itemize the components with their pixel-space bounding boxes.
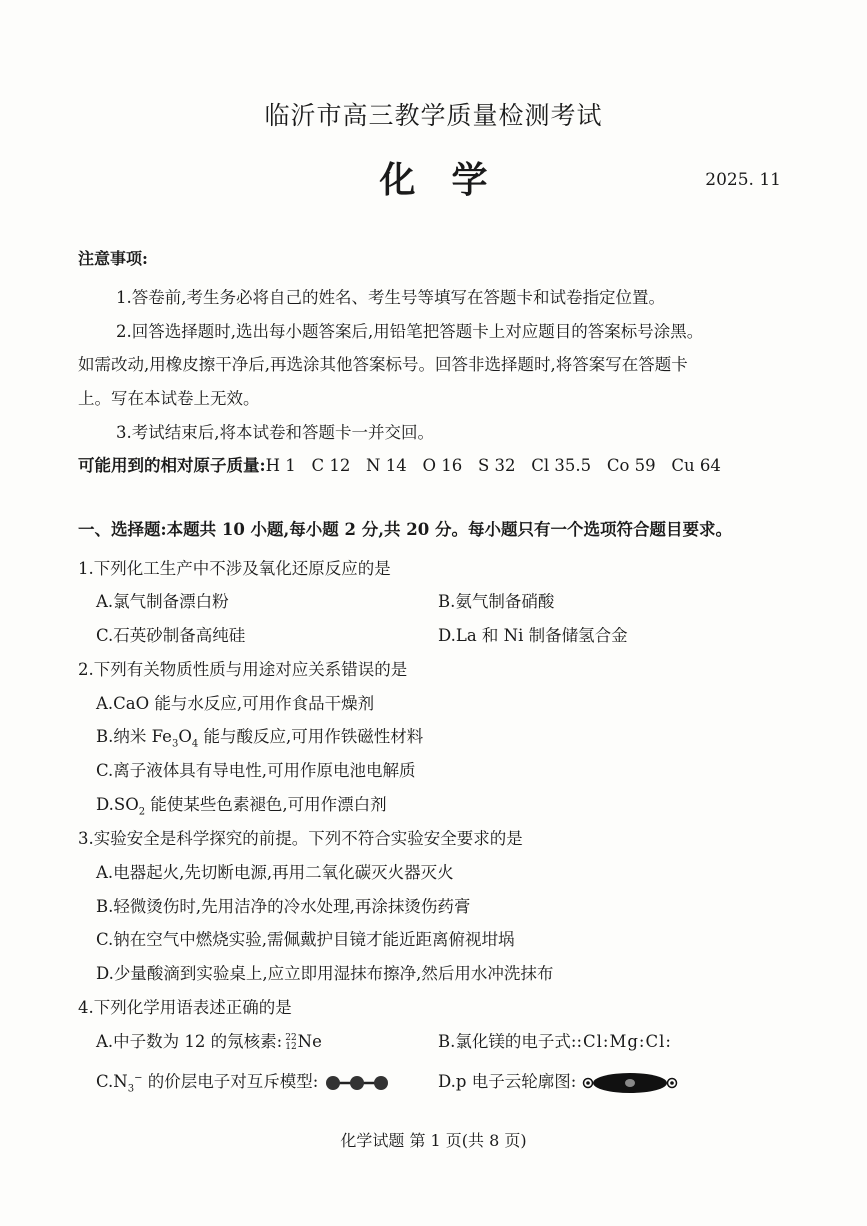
- section-heading: 一、选择题:本题共 10 小题,每小题 2 分,共 20 分。每小题只有一个选项符合题目要求。: [78, 520, 732, 539]
- notes-item-2-line-3: 上。写在本试卷上无效。: [78, 389, 260, 408]
- atomic-mass-line: [78, 452, 721, 476]
- subject-title: 化学: [379, 159, 524, 201]
- question-2-option-b: B.纳米 $Fe_3O_4$ 能与酸反应,可用作铁磁性材料: [96, 727, 424, 750]
- question-3-option-b: B.轻微烫伤时,先用洁净的冷水处理,再涂抹烫伤药膏: [96, 897, 471, 916]
- question-3-option-d: D.少量酸滴到实验桌上,应立即用湿抹布擦净,然后用水冲洗抹布: [96, 964, 554, 983]
- question-4-option-a: A.中子数为 12 的氖核素: 22 12Ne: [96, 1032, 322, 1052]
- notes-item-2-line-1: 2.回答选择题时,选出每小题答案后,用铅笔把答题卡上对应题目的答案标号涂黑。: [116, 322, 704, 341]
- notes-item-3: 3.考试结束后,将本试卷和答题卡一并交回。: [116, 423, 434, 442]
- exam-date: 2025. 11: [705, 170, 781, 190]
- question-3-option-a: A.电器起火,先切断电源,再用二氧化碳灭火器灭火: [96, 863, 454, 882]
- question-2-option-d: $D.SO_2$ 能使某些色素褪色,可用作漂白剂: [96, 795, 387, 818]
- question-4-option-d: D.p 电子云轮廓图:: [438, 1068, 678, 1094]
- question-1-option-c: C.石英砂制备高纯硅: [96, 626, 246, 645]
- notes-heading: 注意事项:: [78, 249, 148, 268]
- question-4-stem: 4.下列化学用语表述正确的是: [78, 998, 292, 1017]
- question-1-option-d: D.La 和 Ni 制备储氢合金: [438, 626, 628, 645]
- isotope-notation: 22 12: [285, 1032, 297, 1052]
- exam-title: 临沂市高三教学质量检测考试: [264, 101, 603, 130]
- question-4-option-c: $C.N_3^-$ 的价层电子对互斥模型:: [96, 1068, 390, 1094]
- vsepr-model-diagram: [324, 1074, 390, 1092]
- page-footer: 化学试题 第 1 页(共 8 页): [340, 1131, 527, 1150]
- question-2-stem: 2.下列有关物质性质与用途对应关系错误的是: [78, 660, 408, 679]
- atomic-mass-label: 可能用到的相对原子质量:: [78, 456, 266, 475]
- question-1-option-a: A.氯气制备漂白粉: [96, 592, 229, 611]
- question-4-option-b: B.氯化镁的电子式::Cl:Mg:Cl:: [438, 1032, 672, 1051]
- electron-formula: :Cl:Mg:Cl:: [576, 1032, 672, 1051]
- question-2-option-c: C.离子液体具有导电性,可用作原电池电解质: [96, 761, 416, 780]
- question-1-stem: 1.下列化工生产中不涉及氧化还原反应的是: [78, 559, 391, 578]
- question-3-stem: 3.实验安全是科学探究的前提。下列不符合实验安全要求的是: [78, 829, 523, 848]
- p-orbital-diagram: [582, 1072, 678, 1094]
- question-1-option-b: B.氨气制备硝酸: [438, 592, 555, 611]
- question-3-option-c: C.钠在空气中燃烧实验,需佩戴护目镜才能近距离俯视坩埚: [96, 930, 515, 949]
- question-2-option-a: A.CaO 能与水反应,可用作食品干燥剂: [96, 694, 375, 713]
- atomic-mass-values: H 1 C 12 N 14 O 16 S 32 Cl 35.5 Co 59 Cu 64: [265, 456, 721, 475]
- notes-item-2-line-2: 如需改动,用橡皮擦干净后,再选涂其他答案标号。回答非选择题时,将答案写在答题卡: [78, 355, 688, 374]
- notes-item-1: 1.答卷前,考生务必将自己的姓名、考生号等填写在答题卡和试卷指定位置。: [116, 288, 665, 307]
